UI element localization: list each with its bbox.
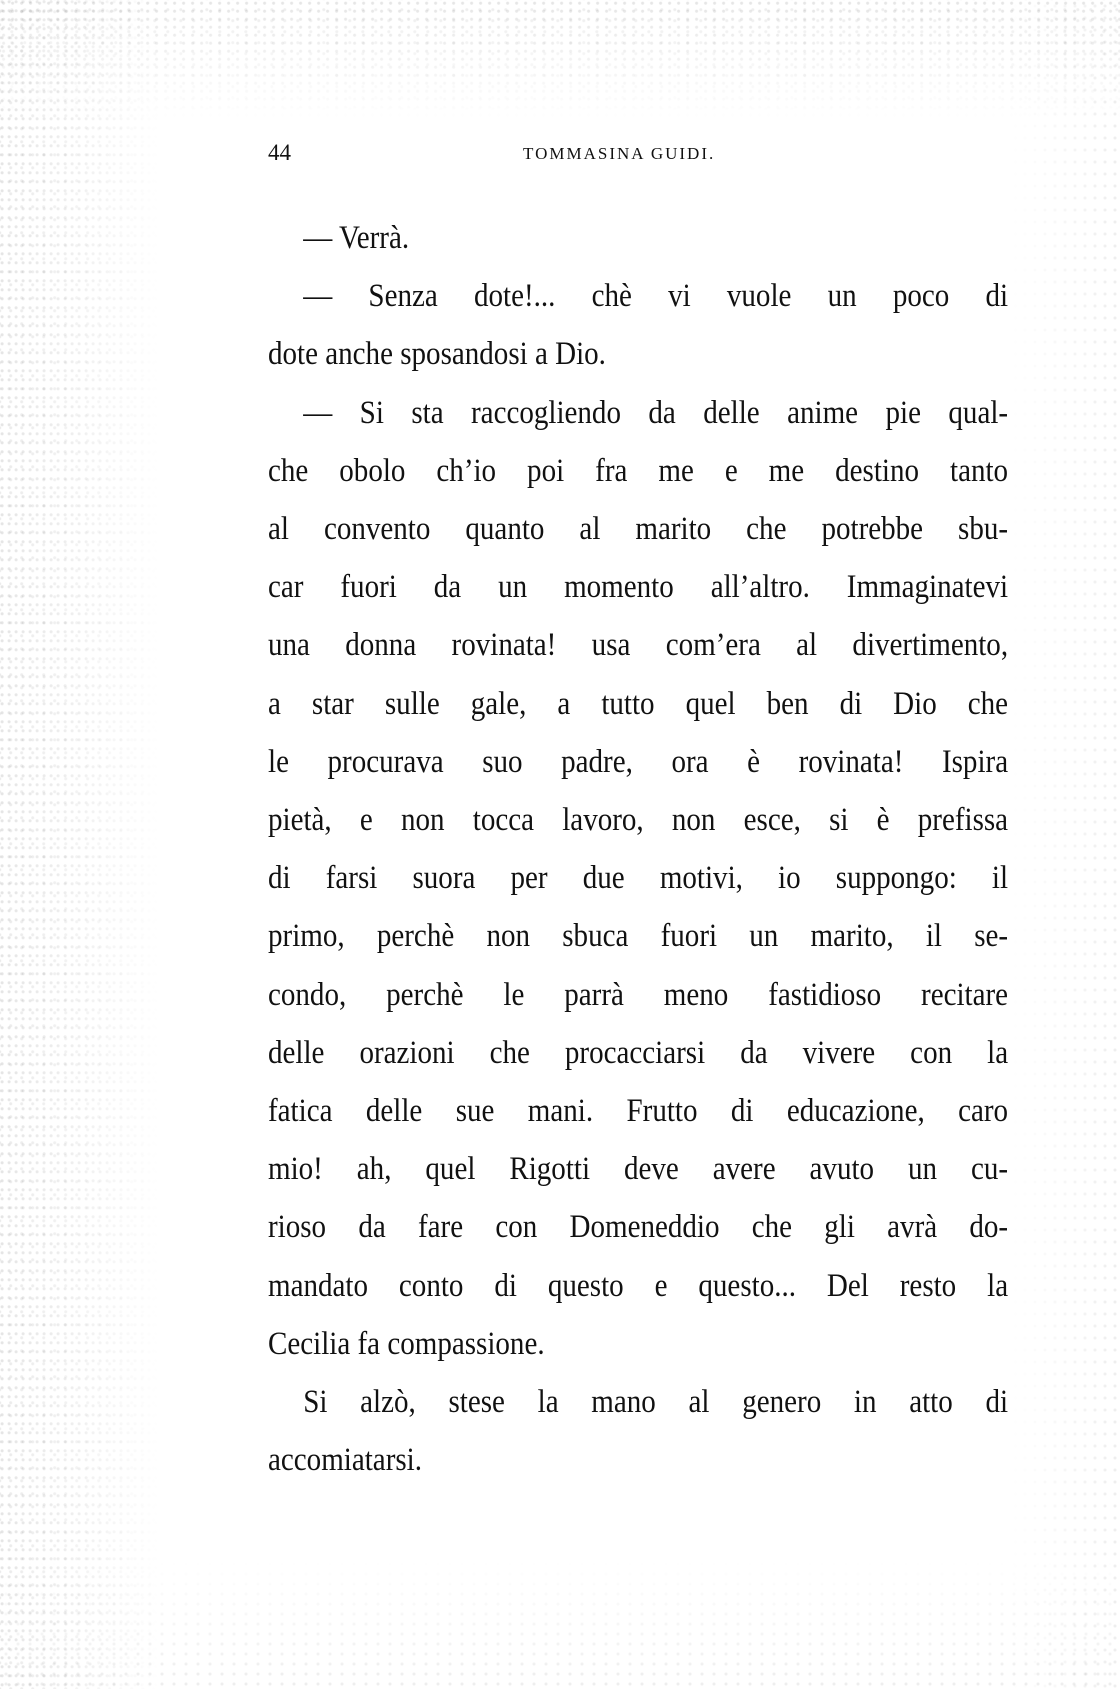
text-line: di farsi suora per due motivi, io suppongo: il [268, 860, 1009, 897]
text-line: accomiatarsi. [268, 1442, 422, 1479]
text-line: mandato conto di questo e questo... Del resto la [268, 1267, 1009, 1304]
text-line: fatica delle sue mani. Frutto di educazione, caro [268, 1093, 1009, 1130]
text-line: delle orazioni che procacciarsi da vivere con la [268, 1034, 1009, 1071]
text-line: dote anche sposandosi a Dio. [268, 336, 606, 373]
text-line: — Si sta raccogliendo da delle anime pie qual- [303, 394, 1009, 431]
page-number: 44 [268, 140, 291, 165]
text-line: — Senza dote!... chè vi vuole un poco di [303, 278, 1009, 315]
text-line: mio! ah, quel Rigotti deve avere avuto un cu- [268, 1151, 1009, 1188]
running-title: TOMMASINA GUIDI. [523, 144, 716, 163]
text-line: primo, perchè non sbuca fuori un marito, il se- [268, 918, 1009, 955]
running-header [268, 140, 1008, 170]
text-line: a star sulle gale, a tutto quel ben di Dio che [268, 685, 1009, 722]
text-line: al convento quanto al marito che potrebbe sbu- [268, 511, 1009, 548]
page-foxing-top [0, 0, 1120, 120]
page-foxing-right [1010, 0, 1120, 1689]
text-line: pietà, e non tocca lavoro, non esce, si è prefissa [268, 802, 1009, 839]
body-text [268, 209, 1009, 1489]
text-line: rioso da fare con Domeneddio che gli avrà do- [268, 1209, 1009, 1246]
text-line: che obolo ch’io poi fra me e me destino tanto [268, 452, 1009, 489]
text-line: una donna rovinata! usa com’era al divertimento, [268, 627, 1009, 664]
text-line: — Verrà. [303, 220, 410, 256]
text-line: Si alzò, stese la mano al genero in atto di [303, 1384, 1009, 1421]
text-line: car fuori da un momento all’altro. Immaginatevi [268, 569, 1009, 606]
text-line: le procurava suo padre, ora è rovinata! Ispira [268, 743, 1009, 780]
text-line: Cecilia fa compassione. [268, 1325, 545, 1362]
page-foxing-left [0, 0, 160, 1689]
page-foxing-bottom [0, 1559, 1120, 1689]
text-line: condo, perchè le parrà meno fastidioso recitare [268, 976, 1009, 1013]
